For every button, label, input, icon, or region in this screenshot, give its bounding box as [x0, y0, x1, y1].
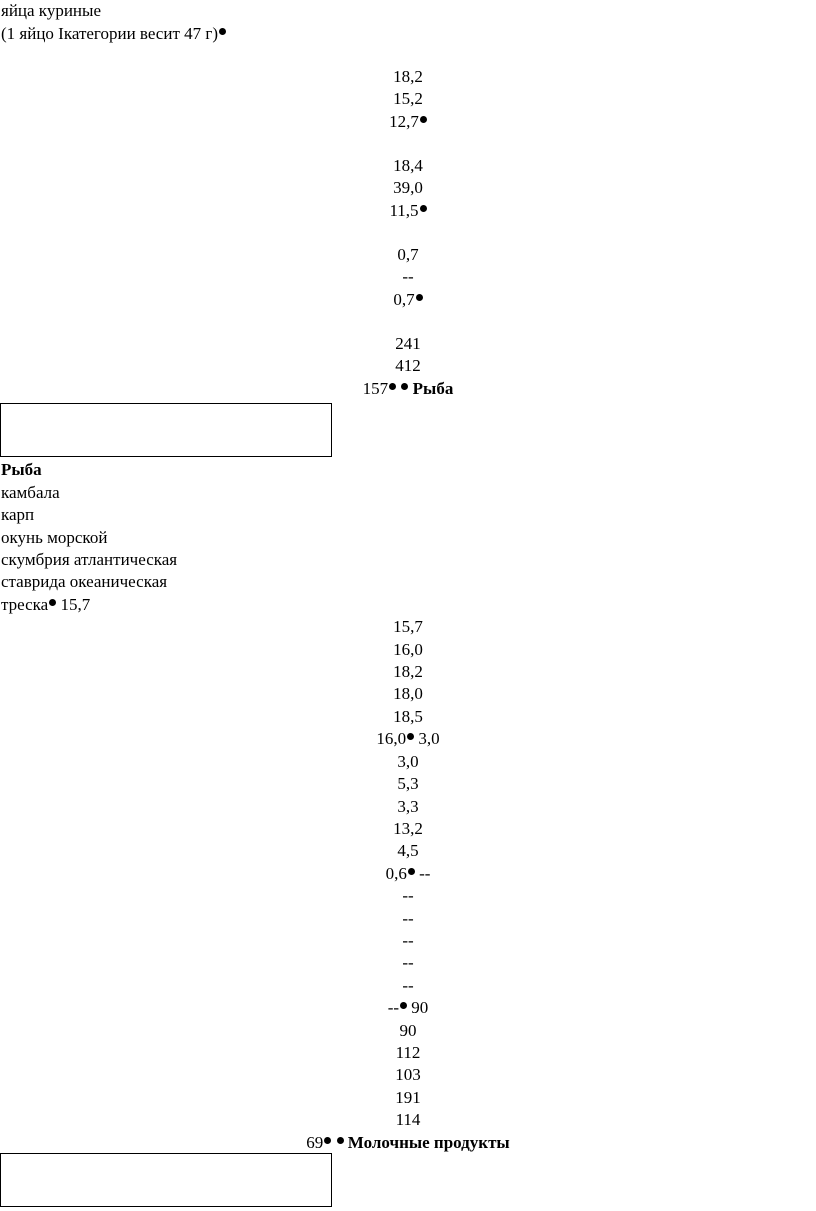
eggs-carbs-2: --: [402, 267, 414, 286]
eggs-carbs-1: 0,7: [397, 245, 419, 264]
fish-item-1: камбала: [1, 483, 60, 502]
fish-kcal-3: 112: [395, 1043, 421, 1062]
fish-protein-5: 18,5: [393, 707, 423, 726]
fish-kcal-7-line: [0, 1132, 816, 1155]
fish-protein-first: 15,7: [60, 595, 91, 614]
fish-fat-1: 3,0: [418, 729, 440, 748]
section-dairy-label: Молочные продукты: [347, 1133, 510, 1152]
eggs-fat-3: 11,5: [389, 201, 419, 220]
fish-item-3: окунь морской: [1, 528, 108, 547]
eggs-kcal-3-line: [0, 378, 816, 401]
eggs-note-line: [1, 23, 226, 46]
fish-protein-6: 16,0: [376, 729, 407, 748]
fish-fat-6: 4,5: [397, 841, 419, 860]
eggs-title: яйца куриные: [1, 1, 101, 20]
fish-carbs-1: --: [419, 864, 431, 883]
eggs-fat-2: 39,0: [393, 178, 423, 197]
bullet-icon: [49, 599, 56, 606]
fish-carbs-4: --: [402, 931, 414, 950]
bullet-icon: [324, 1137, 331, 1144]
fish-heading: Рыба: [1, 460, 42, 479]
fish-fat-3: 5,3: [397, 774, 419, 793]
fish-item-5: ставрида океаническая: [1, 572, 168, 591]
fish-fat-5: 13,2: [393, 819, 423, 838]
eggs-kcal-3: 157: [362, 379, 389, 398]
fish-carbs-3: --: [402, 909, 414, 928]
fish-carbs-5: --: [402, 953, 414, 972]
eggs-fat-3-line: [0, 200, 816, 223]
fish-kcal-6: 114: [395, 1110, 421, 1129]
fish-kcal-7: 69: [306, 1133, 324, 1152]
fish-protein-4: 18,0: [393, 684, 423, 703]
fish-fat-4: 3,3: [397, 797, 419, 816]
bullet-icon: [420, 205, 427, 212]
bullet-icon: [416, 294, 423, 301]
fish-kcal-5: 191: [395, 1088, 421, 1107]
fish-protein-1: 15,7: [393, 617, 423, 636]
fish-carbs-7-line: [0, 997, 816, 1020]
fish-kcal-2: 90: [399, 1021, 417, 1040]
eggs-protein-2: 15,2: [393, 89, 423, 108]
bullet-icon: [389, 383, 396, 390]
fish-fat-7: 0,6: [385, 864, 407, 883]
eggs-kcal-2: 412: [395, 356, 421, 375]
eggs-kcal-1: 241: [395, 334, 421, 353]
eggs-note: (1 яйцо Iкатегории весит 47 г): [1, 24, 219, 43]
bullet-icon: [337, 1137, 344, 1144]
fish-carbs-7: --: [387, 998, 400, 1017]
bullet-icon: [219, 28, 226, 35]
bullet-icon: [420, 116, 427, 123]
empty-table-cell: [0, 403, 332, 457]
eggs-fat-1: 18,4: [393, 156, 423, 175]
section-fish-label: Рыба: [412, 379, 454, 398]
fish-item-6: треска: [1, 595, 49, 614]
bullet-icon: [401, 383, 408, 390]
fish-protein-6-line: [0, 728, 816, 751]
eggs-protein-3: 12,7: [389, 112, 419, 131]
bullet-icon: [408, 868, 415, 875]
fish-protein-3: 18,2: [393, 662, 423, 681]
fish-carbs-6: --: [402, 976, 414, 995]
fish-item-6-line: [1, 594, 90, 617]
fish-fat-2: 3,0: [397, 752, 419, 771]
eggs-carbs-3-line: [0, 289, 816, 312]
bullet-icon: [407, 733, 414, 740]
fish-kcal-4: 103: [395, 1065, 421, 1084]
fish-protein-2: 16,0: [393, 640, 423, 659]
fish-fat-7-line: [0, 863, 816, 886]
eggs-protein-1: 18,2: [393, 67, 423, 86]
bullet-icon: [400, 1002, 407, 1009]
fish-item-2: карп: [1, 505, 35, 524]
fish-carbs-2: --: [402, 886, 414, 905]
eggs-carbs-3: 0,7: [393, 290, 415, 309]
eggs-protein-3-line: [0, 111, 816, 134]
fish-kcal-1: 90: [411, 998, 429, 1017]
empty-table-cell: [0, 1153, 332, 1207]
fish-item-4: скумбрия атлантическая: [1, 550, 178, 569]
